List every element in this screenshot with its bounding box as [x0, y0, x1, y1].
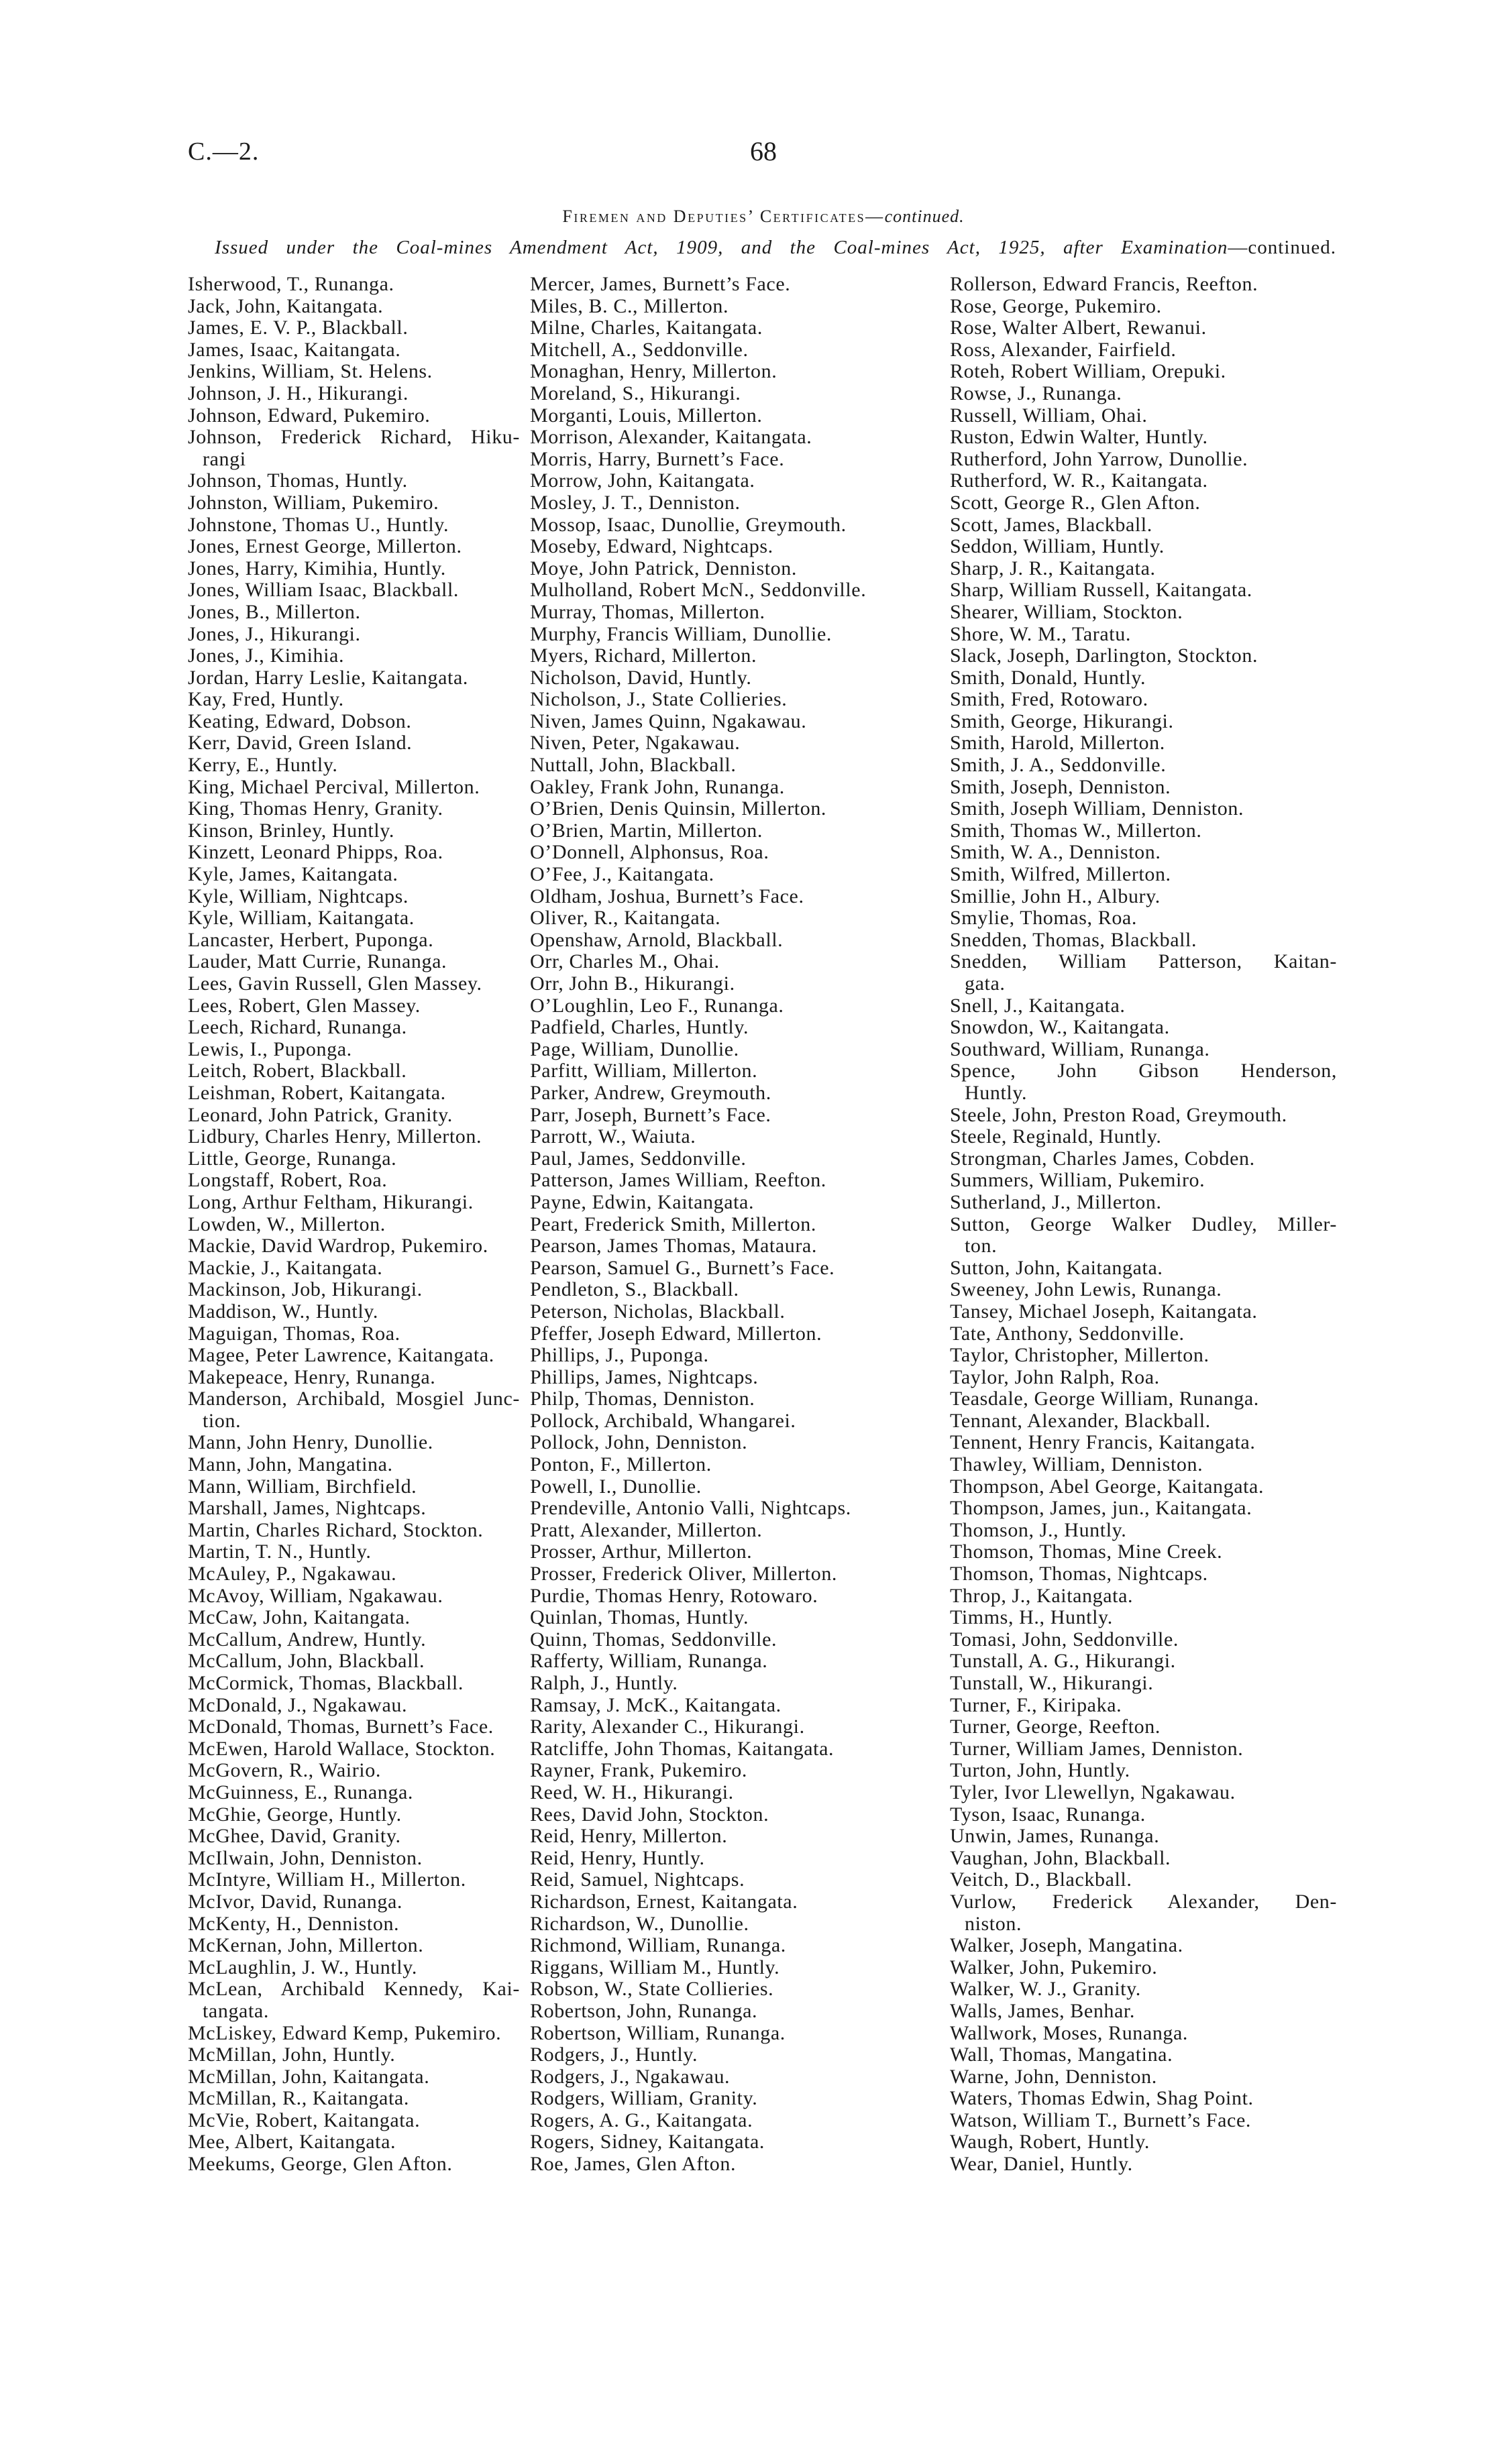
list-item: Morris, Harry, Burnett’s Face.	[530, 447, 785, 470]
list-item: Snowdon, W., Kaitangata.	[950, 1016, 1170, 1039]
list-item: Oliver, R., Kaitangata.	[530, 907, 721, 930]
list-item: Long, Arthur Feltham, Hikurangi.	[188, 1190, 474, 1213]
list-item: O’Loughlin, Leo F., Runanga.	[530, 994, 784, 1017]
list-item: Tyson, Isaac, Runanga.	[950, 1803, 1146, 1826]
list-item: Purdie, Thomas Henry, Rotowaro.	[530, 1584, 818, 1607]
list-item: Tennent, Henry Francis, Kaitangata.	[950, 1431, 1256, 1454]
list-item: O’Brien, Martin, Millerton.	[530, 819, 763, 842]
list-item: McMillan, John, Huntly.	[188, 2043, 396, 2066]
list-item: Thomson, Thomas, Nightcaps.	[950, 1563, 1208, 1585]
list-item: Smith, J. A., Seddonville.	[950, 754, 1167, 777]
list-item: Keating, Edward, Dobson.	[188, 710, 412, 732]
entry-continuation: rangi	[203, 447, 246, 470]
entry-line: McLean, Archibald Kennedy, Kai-	[188, 1978, 520, 2001]
list-item: Murray, Thomas, Millerton.	[530, 600, 765, 623]
list-item: McEwen, Harold Wallace, Stockton.	[188, 1737, 496, 1760]
section-title	[190, 205, 1337, 228]
list-item: Rodgers, J., Huntly.	[530, 2043, 698, 2066]
list-item: Roteh, Robert William, Orepuki.	[950, 360, 1226, 383]
list-item: Thomson, J., Huntly.	[950, 1518, 1127, 1541]
list-item: Mossop, Isaac, Dunollie, Greymouth.	[530, 513, 847, 536]
list-item: Pollock, Archibald, Whangarei.	[530, 1409, 796, 1432]
list-item: McCormick, Thomas, Blackball.	[188, 1672, 464, 1694]
list-item: Magee, Peter Lawrence, Kaitangata.	[188, 1344, 494, 1367]
list-item: Wall, Thomas, Mangatina.	[950, 2043, 1173, 2066]
list-item: Smith, Donald, Huntly.	[950, 666, 1146, 689]
entry-continuation: Huntly.	[965, 1081, 1028, 1104]
list-item: Prosser, Arthur, Millerton.	[530, 1541, 753, 1563]
list-item: Thawley, William, Denniston.	[950, 1453, 1203, 1476]
list-item: McGuinness, E., Runanga.	[188, 1781, 414, 1803]
page-number: 68	[750, 136, 777, 166]
list-item: Rutherford, W. R., Kaitangata.	[950, 469, 1208, 492]
list-item: King, Thomas Henry, Granity.	[188, 797, 443, 820]
list-item: Tennant, Alexander, Blackball.	[950, 1409, 1211, 1432]
list-item: Murphy, Francis William, Dunollie.	[530, 622, 832, 645]
list-item: Smith, Joseph, Denniston.	[950, 775, 1171, 798]
list-item: Jones, Ernest George, Millerton.	[188, 535, 462, 558]
list-item: Seddon, William, Huntly.	[950, 535, 1165, 558]
list-item: Walker, John, Pukemiro.	[950, 1956, 1158, 1978]
list-item: Payne, Edwin, Kaitangata.	[530, 1190, 755, 1213]
list-item: McKenty, H., Denniston.	[188, 1912, 400, 1935]
list-item: Maguigan, Thomas, Roa.	[188, 1322, 400, 1345]
list-item: Rowse, J., Runanga.	[950, 382, 1122, 404]
list-item: Tomasi, John, Seddonville.	[950, 1628, 1179, 1650]
list-item: Shearer, William, Stockton.	[950, 600, 1183, 623]
list-item: Turner, F., Kiripaka.	[950, 1693, 1122, 1716]
list-item: Ratcliffe, John Thomas, Kaitangata.	[530, 1737, 835, 1760]
list-item: Taylor, Christopher, Millerton.	[950, 1344, 1209, 1367]
entry-continuation: niston.	[965, 1912, 1022, 1935]
list-item: Southward, William, Runanga.	[950, 1038, 1210, 1060]
list-item: Lees, Gavin Russell, Glen Massey.	[188, 972, 482, 995]
list-item: Johnson, Edward, Pukemiro.	[188, 404, 431, 427]
list-item: Leech, Richard, Runanga.	[188, 1016, 407, 1039]
list-item: Richardson, W., Dunollie.	[530, 1912, 749, 1935]
list-item: Turner, William James, Denniston.	[950, 1737, 1244, 1760]
list-item: Rarity, Alexander C., Hikurangi.	[530, 1716, 805, 1738]
list-item: Snell, J., Kaitangata.	[950, 994, 1126, 1017]
list-item: Lancaster, Herbert, Puponga.	[188, 928, 434, 951]
list-item: Tunstall, A. G., Hikurangi.	[950, 1650, 1176, 1673]
list-item: McCallum, Andrew, Huntly.	[188, 1628, 427, 1650]
list-item: James, E. V. P., Blackball.	[188, 317, 409, 339]
list-item: Reed, W. H., Hikurangi.	[530, 1781, 734, 1803]
list-item: Jack, John, Kaitangata.	[188, 294, 384, 317]
list-item: Little, George, Runanga.	[188, 1147, 397, 1170]
column-2	[530, 274, 939, 2176]
list-item: Openshaw, Arnold, Blackball.	[530, 928, 784, 951]
entry-continuation: gata.	[965, 972, 1006, 995]
entry-continuation: tion.	[203, 1409, 241, 1432]
list-item: Peart, Frederick Smith, Millerton.	[530, 1213, 816, 1235]
list-item: Robertson, William, Runanga.	[530, 2021, 786, 2044]
list-item: Jones, William Isaac, Blackball.	[188, 579, 459, 602]
list-item: Johnstone, Thomas U., Huntly.	[188, 513, 449, 536]
list-item: Pollock, John, Denniston.	[530, 1431, 748, 1454]
list-item: Kinson, Brinley, Huntly.	[188, 819, 394, 842]
list-item: Paul, James, Seddonville.	[530, 1147, 747, 1170]
list-item: Smith, Joseph William, Denniston.	[950, 797, 1244, 820]
list-item: Pendleton, S., Blackball.	[530, 1278, 739, 1301]
section-subtitle-main: Issued under the Coal-mines Amendment Act, 1909, and the Coal-mines Act, 1925, after Examination	[215, 237, 1228, 258]
list-item: McIlwain, John, Denniston.	[188, 1846, 423, 1869]
list-item: Kay, Fred, Huntly.	[188, 688, 344, 711]
list-item: Rees, David John, Stockton.	[530, 1803, 769, 1826]
list-item: Smith, Wilfred, Millerton.	[950, 863, 1171, 886]
list-item: Pratt, Alexander, Millerton.	[530, 1518, 763, 1541]
list-item: Lowden, W., Millerton.	[188, 1213, 386, 1235]
list-item: Jenkins, William, St. Helens.	[188, 360, 433, 383]
list-item: Nicholson, J., State Collieries.	[530, 688, 788, 711]
list-item: Lidbury, Charles Henry, Millerton.	[188, 1125, 482, 1148]
list-item: Ruston, Edwin Walter, Huntly.	[950, 426, 1208, 449]
list-item: Richmond, William, Runanga.	[530, 1934, 786, 1957]
list-item: Smith, Harold, Millerton.	[950, 732, 1165, 754]
list-item	[188, 427, 520, 470]
list-item: Summers, William, Pukemiro.	[950, 1169, 1205, 1192]
list-item: Rutherford, John Yarrow, Dunollie.	[950, 447, 1248, 470]
list-item: Isherwood, T., Runanga.	[188, 273, 394, 295]
entry-line: Vurlow, Frederick Alexander, Den-	[950, 1890, 1337, 1913]
list-item: Rayner, Frank, Pukemiro.	[530, 1759, 747, 1782]
list-item: Quinlan, Thomas, Huntly.	[530, 1606, 749, 1629]
list-item: Smith, George, Hikurangi.	[950, 710, 1174, 732]
list-item: Warne, John, Denniston.	[950, 2065, 1157, 2088]
list-item: Mee, Albert, Kaitangata.	[188, 2131, 396, 2153]
list-item: Sutherland, J., Millerton.	[950, 1190, 1162, 1213]
list-item: McAuley, P., Ngakawau.	[188, 1563, 397, 1585]
list-item: O’Donnell, Alphonsus, Roa.	[530, 841, 769, 864]
list-item: McMillan, John, Kaitangata.	[188, 2065, 430, 2088]
list-item: Smith, Fred, Rotowaro.	[950, 688, 1148, 711]
list-item: Marshall, James, Nightcaps.	[188, 1497, 427, 1520]
list-item: Mackie, J., Kaitangata.	[188, 1256, 383, 1279]
entry-line: Spence, John Gibson Henderson,	[950, 1060, 1337, 1082]
list-item: Slack, Joseph, Darlington, Stockton.	[950, 645, 1258, 667]
list-item: Lauder, Matt Currie, Runanga.	[188, 950, 447, 973]
list-item: Pearson, James Thomas, Mataura.	[530, 1235, 817, 1257]
entry-line: Sutton, George Walker Dudley, Miller-	[950, 1213, 1337, 1235]
list-item: McKernan, John, Millerton.	[188, 1934, 424, 1957]
list-item: Padfield, Charles, Huntly.	[530, 1016, 749, 1039]
list-item: Kerr, David, Green Island.	[188, 732, 413, 754]
list-item: Prosser, Frederick Oliver, Millerton.	[530, 1563, 838, 1585]
list-item: Unwin, James, Runanga.	[950, 1825, 1160, 1848]
list-item: Mulholland, Robert McN., Seddonville.	[530, 579, 867, 602]
list-item: Martin, Charles Richard, Stockton.	[188, 1518, 484, 1541]
list-item: Ross, Alexander, Fairfield.	[950, 338, 1177, 361]
list-item: McGhee, David, Granity.	[188, 1825, 401, 1848]
list-item: Reid, Henry, Millerton.	[530, 1825, 728, 1848]
list-item: James, Isaac, Kaitangata.	[188, 338, 401, 361]
list-item: Tate, Anthony, Seddonville.	[950, 1322, 1185, 1345]
list-item: McVie, Robert, Kaitangata.	[188, 2109, 421, 2131]
list-item: McAvoy, William, Ngakawau.	[188, 1584, 443, 1607]
list-item: Oldham, Joshua, Burnett’s Face.	[530, 885, 804, 907]
list-item: Robertson, John, Runanga.	[530, 1999, 758, 2022]
list-item: Parrott, W., Waiuta.	[530, 1125, 696, 1148]
list-item: Smylie, Thomas, Roa.	[950, 907, 1137, 930]
list-item: McDonald, J., Ngakawau.	[188, 1693, 408, 1716]
list-item: Kyle, James, Kaitangata.	[188, 863, 398, 886]
list-item: Makepeace, Henry, Runanga.	[188, 1365, 436, 1388]
column-3	[950, 274, 1337, 2176]
list-item: Jones, J., Kimihia.	[188, 645, 345, 667]
list-item: King, Michael Percival, Millerton.	[188, 775, 480, 798]
list-item: Mitchell, A., Seddonville.	[530, 338, 749, 361]
list-item: Powell, I., Dunollie.	[530, 1475, 702, 1498]
list-item: McIvor, David, Runanga.	[188, 1890, 403, 1913]
list-item: Reid, Samuel, Nightcaps.	[530, 1868, 745, 1891]
list-item: Throp, J., Kaitangata.	[950, 1584, 1134, 1607]
list-item: Kyle, William, Kaitangata.	[188, 907, 415, 930]
list-item: Vaughan, John, Blackball.	[950, 1846, 1171, 1869]
list-item: Prendeville, Antonio Valli, Nightcaps.	[530, 1497, 851, 1520]
list-item: Walker, Joseph, Mangatina.	[950, 1934, 1183, 1957]
list-item: Tansey, Michael Joseph, Kaitangata.	[950, 1300, 1258, 1323]
list-item: McIntyre, William H., Millerton.	[188, 1868, 466, 1891]
list-item: Roe, James, Glen Afton.	[530, 2153, 737, 2176]
list-item: Riggans, William M., Huntly.	[530, 1956, 780, 1978]
list-item: Jones, B., Millerton.	[188, 600, 361, 623]
list-item: Niven, James Quinn, Ngakawau.	[530, 710, 807, 732]
list-item: Meekums, George, Glen Afton.	[188, 2153, 453, 2176]
list-item: Milne, Charles, Kaitangata.	[530, 317, 763, 339]
list-item: Walls, James, Benhar.	[950, 1999, 1135, 2022]
list-item: Tyler, Ivor Llewellyn, Ngakawau.	[950, 1781, 1236, 1803]
list-item: Niven, Peter, Ngakawau.	[530, 732, 741, 754]
list-item: Thompson, Abel George, Kaitangata.	[950, 1475, 1265, 1498]
list-item: Turton, John, Huntly.	[950, 1759, 1130, 1782]
list-item: Moseby, Edward, Nightcaps.	[530, 535, 773, 558]
list-item: Wallwork, Moses, Runanga.	[950, 2021, 1189, 2044]
list-item: Rogers, Sidney, Kaitangata.	[530, 2131, 765, 2153]
list-item: McGovern, R., Wairio.	[188, 1759, 381, 1782]
list-item: Jones, J., Hikurangi.	[188, 622, 361, 645]
list-item: Rafferty, William, Runanga.	[530, 1650, 768, 1673]
list-item: Sharp, J. R., Kaitangata.	[950, 557, 1156, 579]
list-item: Kyle, William, Nightcaps.	[188, 885, 409, 907]
list-item: Martin, T. N., Huntly.	[188, 1541, 372, 1563]
list-item: Mann, John Henry, Dunollie.	[188, 1431, 433, 1454]
list-item: Pfeffer, Joseph Edward, Millerton.	[530, 1322, 822, 1345]
document-code: C.—2.	[188, 137, 260, 166]
list-item: Philp, Thomas, Denniston.	[530, 1388, 755, 1410]
list-item: Orr, Charles M., Ohai.	[530, 950, 720, 973]
list-item: Longstaff, Robert, Roa.	[188, 1169, 388, 1192]
list-item: Peterson, Nicholas, Blackball.	[530, 1300, 786, 1323]
list-item: Russell, William, Ohai.	[950, 404, 1148, 427]
column-1	[188, 274, 520, 2176]
list-item: Mann, John, Mangatina.	[188, 1453, 393, 1476]
list-item: McCaw, John, Kaitangata.	[188, 1606, 411, 1629]
list-item: Jordan, Harry Leslie, Kaitangata.	[188, 666, 468, 689]
list-item: Steele, John, Preston Road, Greymouth.	[950, 1103, 1287, 1126]
list-item: Kerry, E., Huntly.	[188, 754, 338, 777]
list-item: Rose, Walter Albert, Rewanui.	[950, 317, 1207, 339]
list-item: Lewis, I., Puponga.	[188, 1038, 352, 1060]
entry-line: Johnson, Frederick Richard, Hiku-	[188, 426, 520, 449]
list-item: Quinn, Thomas, Seddonville.	[530, 1628, 777, 1650]
list-item: Mackinson, Job, Hikurangi.	[188, 1278, 423, 1301]
list-item	[188, 1978, 520, 2022]
list-item: Mackie, David Wardrop, Pukemiro.	[188, 1235, 488, 1257]
list-item: Orr, John B., Hikurangi.	[530, 972, 735, 995]
list-item: Mann, William, Birchfield.	[188, 1475, 417, 1498]
list-item: Steele, Reginald, Huntly.	[950, 1125, 1162, 1148]
list-item: Rogers, A. G., Kaitangata.	[530, 2109, 753, 2131]
list-item: Rodgers, William, Granity.	[530, 2087, 758, 2110]
list-item: Shore, W. M., Taratu.	[950, 622, 1131, 645]
list-item: Rose, George, Pukemiro.	[950, 294, 1162, 317]
section-title-suffix: continued.	[884, 207, 965, 226]
list-item: Jones, Harry, Kimihia, Huntly.	[188, 557, 446, 579]
list-item: Patterson, James William, Reefton.	[530, 1169, 826, 1192]
list-item: Watson, William T., Burnett’s Face.	[950, 2109, 1251, 2131]
list-item: McDonald, Thomas, Burnett’s Face.	[188, 1716, 494, 1738]
list-item: Johnston, William, Pukemiro.	[188, 491, 439, 514]
list-item: McCallum, John, Blackball.	[188, 1650, 425, 1673]
list-item: Turner, George, Reefton.	[950, 1716, 1161, 1738]
list-item: Myers, Richard, Millerton.	[530, 645, 757, 667]
entry-continuation: tangata.	[203, 1999, 269, 2022]
list-item: Phillips, James, Nightcaps.	[530, 1365, 759, 1388]
list-item: Page, William, Dunollie.	[530, 1038, 739, 1060]
list-item: Parfitt, William, Millerton.	[530, 1060, 758, 1082]
list-item: O’Brien, Denis Quinsin, Millerton.	[530, 797, 827, 820]
list-item: Scott, George R., Glen Afton.	[950, 491, 1201, 514]
list-item: Parker, Andrew, Greymouth.	[530, 1081, 771, 1104]
list-item: Taylor, John Ralph, Roa.	[950, 1365, 1160, 1388]
list-item: Smillie, John H., Albury.	[950, 885, 1161, 907]
list-item: Snedden, Thomas, Blackball.	[950, 928, 1197, 951]
list-item: Morrow, John, Kaitangata.	[530, 469, 755, 492]
list-item	[950, 1891, 1337, 1935]
list-item: Smith, W. A., Denniston.	[950, 841, 1161, 864]
list-item: Maddison, W., Huntly.	[188, 1300, 379, 1323]
list-item: Timms, H., Huntly.	[950, 1606, 1113, 1629]
list-item: Ramsay, J. McK., Kaitangata.	[530, 1693, 782, 1716]
list-item	[950, 951, 1337, 995]
list-item: Morrison, Alexander, Kaitangata.	[530, 426, 812, 449]
list-item: Moye, John Patrick, Denniston.	[530, 557, 797, 579]
list-item: Parr, Joseph, Burnett’s Face.	[530, 1103, 771, 1126]
list-item: Pearson, Samuel G., Burnett’s Face.	[530, 1256, 835, 1279]
list-item: Sutton, John, Kaitangata.	[950, 1256, 1163, 1279]
list-item: Johnson, Thomas, Huntly.	[188, 469, 408, 492]
list-item: Monaghan, Henry, Millerton.	[530, 360, 777, 383]
list-item: Leishman, Robert, Kaitangata.	[188, 1081, 446, 1104]
list-item: Mosley, J. T., Denniston.	[530, 491, 741, 514]
list-item	[950, 1060, 1337, 1104]
list-item: Robson, W., State Collieries.	[530, 1978, 774, 2001]
list-item: Richardson, Ernest, Kaitangata.	[530, 1890, 798, 1913]
list-item: Johnson, J. H., Hikurangi.	[188, 382, 409, 404]
list-item	[950, 1214, 1337, 1257]
list-item: Leonard, John Patrick, Granity.	[188, 1103, 453, 1126]
list-item: Waters, Thomas Edwin, Shag Point.	[950, 2087, 1254, 2110]
entry-line: Manderson, Archibald, Mosgiel Junc-	[188, 1388, 520, 1410]
list-item: Waugh, Robert, Huntly.	[950, 2131, 1150, 2153]
list-item: Wear, Daniel, Huntly.	[950, 2153, 1133, 2176]
section-title-main: Firemen and Deputies’ Certificates—	[562, 207, 885, 226]
list-item: Phillips, J., Puponga.	[530, 1344, 709, 1367]
list-item: Nicholson, David, Huntly.	[530, 666, 752, 689]
list-item: Rollerson, Edward Francis, Reefton.	[950, 273, 1258, 295]
list-item: Walker, W. J., Granity.	[950, 1978, 1141, 2001]
list-item: Kinzett, Leonard Phipps, Roa.	[188, 841, 443, 864]
list-item: Thompson, James, jun., Kaitangata.	[950, 1497, 1252, 1520]
list-item: Sharp, William Russell, Kaitangata.	[950, 579, 1252, 602]
list-item: McLiskey, Edward Kemp, Pukemiro.	[188, 2021, 502, 2044]
list-item: Veitch, D., Blackball.	[950, 1868, 1132, 1891]
list-item: Scott, James, Blackball.	[950, 513, 1152, 536]
list-item	[188, 1388, 520, 1432]
entry-continuation: ton.	[965, 1235, 998, 1257]
list-item: Ponton, F., Millerton.	[530, 1453, 712, 1476]
list-item: Reid, Henry, Huntly.	[530, 1846, 705, 1869]
list-item: Oakley, Frank John, Runanga.	[530, 775, 785, 798]
section-subtitle-suffix: —continued.	[1228, 237, 1336, 258]
list-item: Morganti, Louis, Millerton.	[530, 404, 763, 427]
list-item: McLaughlin, J. W., Huntly.	[188, 1956, 417, 1978]
list-item: Miles, B. C., Millerton.	[530, 294, 729, 317]
list-item: Nuttall, John, Blackball.	[530, 754, 737, 777]
list-item: Moreland, S., Hikurangi.	[530, 382, 741, 404]
list-item: O’Fee, J., Kaitangata.	[530, 863, 714, 886]
list-item: Teasdale, George William, Runanga.	[950, 1388, 1259, 1410]
entry-line: Snedden, William Patterson, Kaitan-	[950, 950, 1337, 973]
list-item: Sweeney, John Lewis, Runanga.	[950, 1278, 1222, 1301]
list-item: Rodgers, J., Ngakawau.	[530, 2065, 731, 2088]
list-item: Lees, Robert, Glen Massey.	[188, 994, 421, 1017]
list-item: Thomson, Thomas, Mine Creek.	[950, 1541, 1223, 1563]
list-item: Strongman, Charles James, Cobden.	[950, 1147, 1255, 1170]
list-item: McGhie, George, Huntly.	[188, 1803, 402, 1826]
list-item: Smith, Thomas W., Millerton.	[950, 819, 1202, 842]
section-subtitle	[215, 236, 1336, 259]
list-item: Leitch, Robert, Blackball.	[188, 1060, 407, 1082]
list-item: Ralph, J., Huntly.	[530, 1672, 678, 1694]
list-item: Mercer, James, Burnett’s Face.	[530, 273, 791, 295]
list-item: Tunstall, W., Hikurangi.	[950, 1672, 1154, 1694]
list-item: McMillan, R., Kaitangata.	[188, 2087, 409, 2110]
